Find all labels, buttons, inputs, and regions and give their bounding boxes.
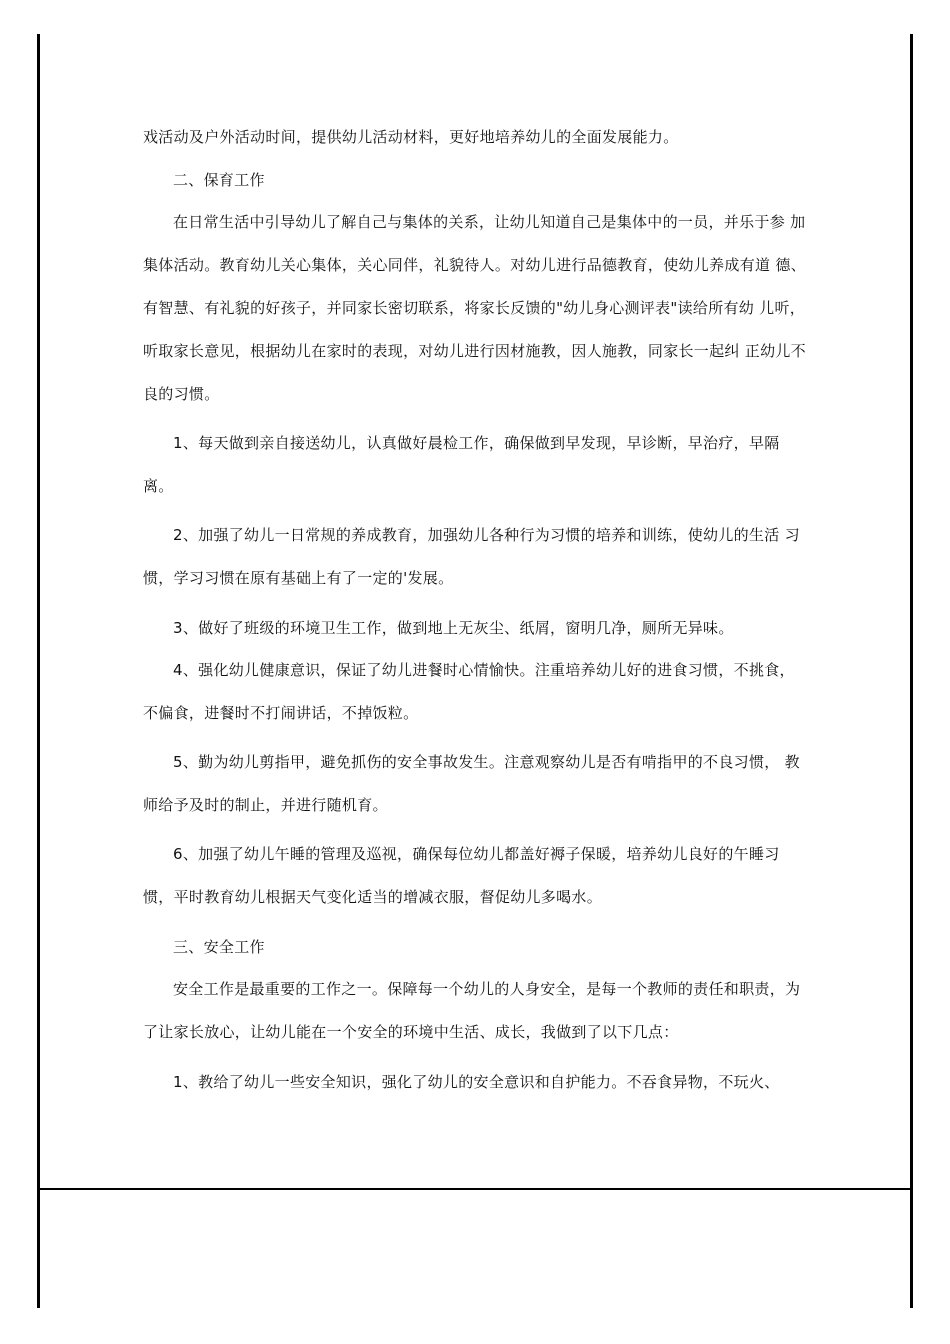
left-border-line bbox=[37, 34, 40, 1308]
section-heading-safety: 三、安全工作 bbox=[173, 938, 265, 956]
paragraph-safety-item-1: 1、教给了幼儿一些安全知识，强化了幼儿的安全意识和自护能力。不吞食异物，不玩火、 bbox=[173, 1073, 780, 1091]
paragraph-item-3: 3、做好了班级的环境卫生工作，做到地上无灰尘、纸屑，窗明几净，厕所无异味。 bbox=[173, 619, 734, 637]
paragraph-item-1: 1、每天做到亲自接送幼儿，认真做好晨检工作，确保做到早发现，早诊断，早治疗，早隔 离。 bbox=[143, 434, 780, 495]
paragraph-care-intro: 在日常生活中引导幼儿了解自己与集体的关系，让幼儿知道自己是集体中的一员，并乐于参 加集体活动。教育幼儿关心集体，关心同伴，礼貌待人。对幼儿进行品德教育，使幼儿养成有道 德、有智慧、有礼貌的好孩子，并同家长密切联系，将家长反馈的"幼儿身心测评表"读给所有幼 儿听，听取家长意见，根据幼儿在家时的表现，对幼儿进行因材施教，因人施教，同家长一起纠 正幼儿不良的习惯。 bbox=[143, 213, 806, 403]
section-heading-care: 二、保育工作 bbox=[173, 171, 265, 189]
paragraph-item-4: 4、强化幼儿健康意识，保证了幼儿进餐时心情愉快。注重培养幼儿好的进食习惯，不挑食， 不偏食，进餐时不打闹讲话，不掉饭粒。 bbox=[143, 661, 795, 722]
right-border-line bbox=[910, 34, 913, 1308]
paragraph-safety-intro: 安全工作是最重要的工作之一。保障每一个幼儿的人身安全，是每一个教师的责任和职责，为了让家长放心，让幼儿能在一个安全的环境中生活、成长，我做到了以下几点： bbox=[143, 980, 801, 1041]
paragraph-item-5: 5、勤为幼儿剪指甲，避免抓伤的安全事故发生。注意观察幼儿是否有啃指甲的不良习惯， 教师给予及时的制止，并进行随机育。 bbox=[143, 753, 800, 814]
bottom-border-line bbox=[37, 1188, 913, 1190]
paragraph-continuation: 戏活动及户外活动时间，提供幼儿活动材料，更好地培养幼儿的全面发展能力。 bbox=[143, 128, 679, 146]
document-body bbox=[143, 122, 815, 1110]
paragraph-item-2: 2、加强了幼儿一日常规的养成教育，加强幼儿各种行为习惯的培养和训练，使幼儿的生活 习惯，学习习惯在原有基础上有了一定的'发展。 bbox=[143, 526, 800, 587]
paragraph-item-6: 6、加强了幼儿午睡的管理及巡视，确保每位幼儿都盖好褥子保暖，培养幼儿良好的午睡习 惯，平时教育幼儿根据天气变化适当的增减衣服，督促幼儿多喝水。 bbox=[143, 845, 780, 906]
